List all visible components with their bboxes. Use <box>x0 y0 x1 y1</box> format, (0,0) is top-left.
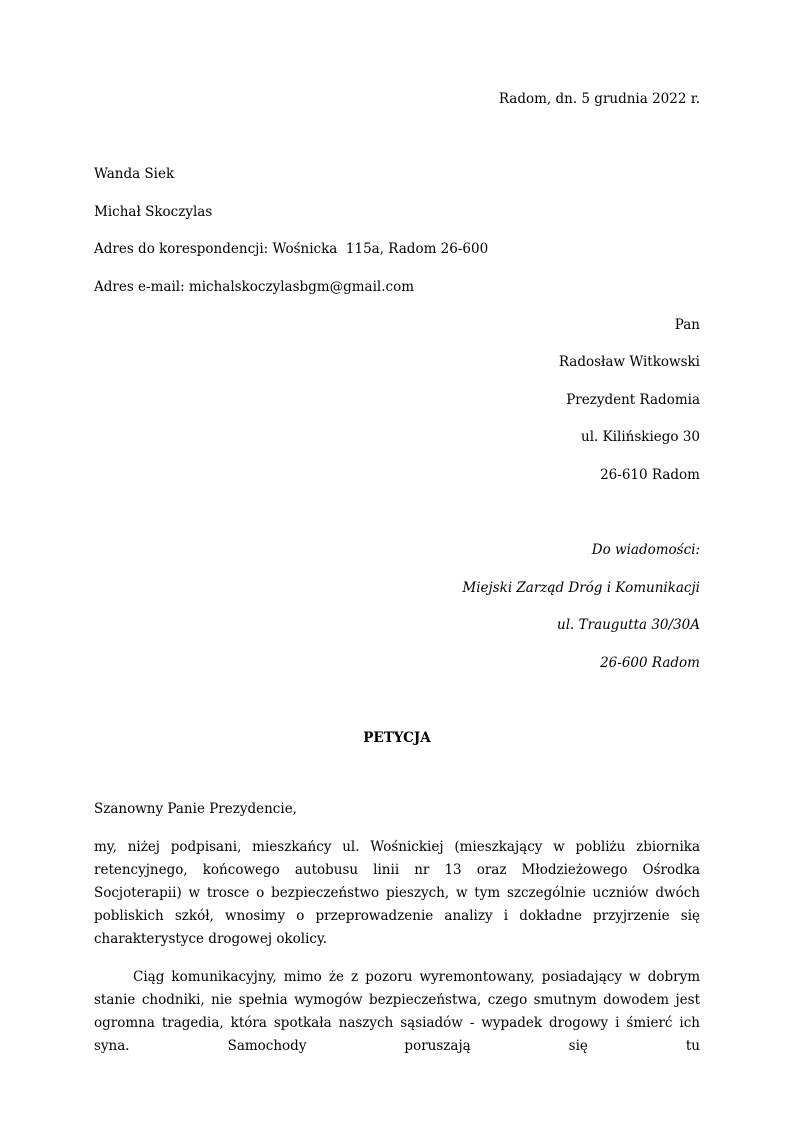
sender-address: Adres do korespondencji: Wośnicka 115a, Radom 26-600 <box>94 241 489 258</box>
recipient-street: ul. Kilińskiego 30 <box>581 429 700 446</box>
cc-organization: Miejski Zarząd Dróg i Komunikacji <box>462 579 700 596</box>
sender-block <box>94 156 700 306</box>
cc-city: 26-600 Radom <box>600 654 700 671</box>
cc-block <box>94 532 700 682</box>
recipient-city: 26-610 Radom <box>600 466 700 483</box>
cc-label: Do wiadomości: <box>591 542 700 559</box>
sender-email: Adres e-mail: michalskoczylasbgm@gmail.com <box>94 278 414 295</box>
recipient-block <box>94 307 700 495</box>
sender-name-2: Michał Skoczylas <box>94 203 213 220</box>
paragraph-2: Ciąg komunikacyjny, mimo że z pozoru wyremontowany, posiadający w dobrym stanie chodniki, nie spełnia wymogów bezpieczeństwa, czego smutnym dowodem jest ogromna tragedia, która spotkała naszych sąsiadów - wypadek drogowy i śmierć ich syna. Samochody poruszają się tu <box>94 968 700 1054</box>
date-line: Radom, dn. 5 grudnia 2022 r. <box>498 91 700 107</box>
paragraph-1: my, niżej podpisani, mieszkańcy ul. Wośnickiej (mieszkający w pobliżu zbiornika retencyjnego, końcowego autobusu linii nr 13 oraz Młodzieżowego Ośrodka Socjoterapii) w trosce o bezpieczeństwo pieszych, w tym szczególnie uczniów dwóch pobliskich szkół, wnosimy o przeprowadzenie analizy i dokładne przyjrzenie się charakterystyce drogowej okolicy. <box>94 838 700 947</box>
cc-street: ul. Traugutta 30/30A <box>557 617 700 634</box>
recipient-name: Radosław Witkowski <box>558 354 700 371</box>
salutation: Szanowny Panie Prezydencie, <box>94 800 297 817</box>
recipient-title: Prezydent Radomia <box>566 391 700 408</box>
recipient-honorific: Pan <box>674 316 700 333</box>
sender-name-1: Wanda Siek <box>94 166 175 183</box>
letter-title: PETYCJA <box>363 730 431 747</box>
